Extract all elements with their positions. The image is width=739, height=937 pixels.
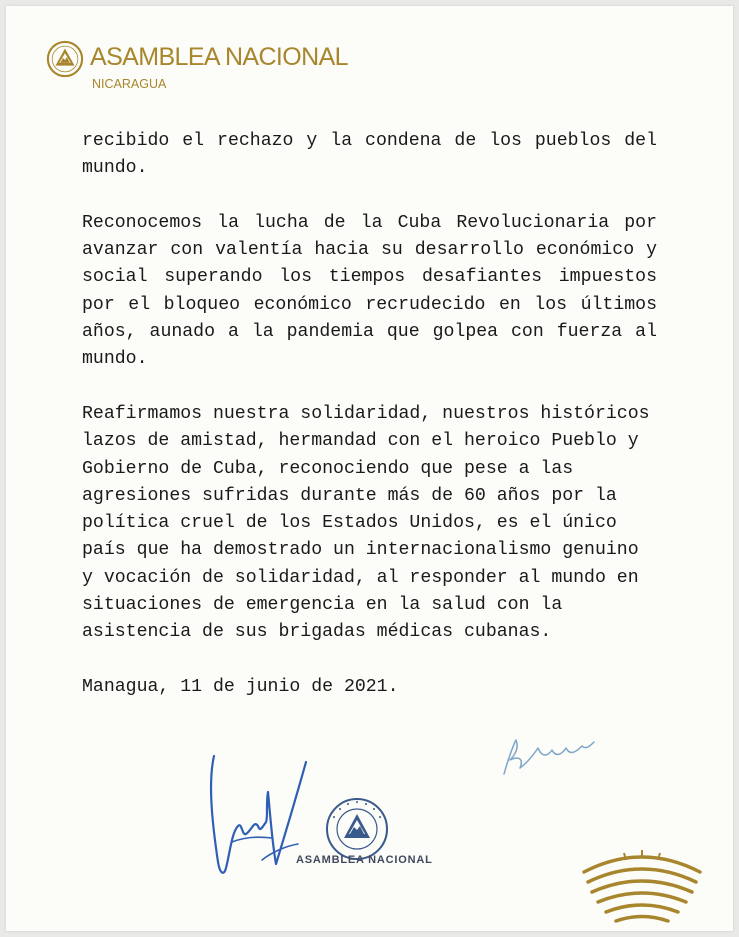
stamp-label: ASAMBLEA NACIONAL: [296, 854, 433, 866]
assembly-fan-logo: [572, 846, 712, 926]
paragraph-3: Reafirmamos nuestra solidaridad, nuestros históricos lazos de amistad, hermandad con el heroico Pueblo y Gobierno de Cuba, reconociendo que pese a las agresiones sufridas durante más de 60 años por la política cruel de los Estados Unidos, es el único país que ha demostrado un internacionalismo genuino y vocación de solidaridad, al responder al mundo en situaciones de emergencia en la salud con la asistencia de sus brigadas médicas cubanas.: [82, 403, 650, 643]
national-seal-icon: [46, 40, 84, 78]
official-stamp-icon: [324, 796, 390, 862]
organization-name: ASAMBLEA NACIONAL: [90, 43, 348, 71]
paragraph-2: Reconocemos la lucha de la Cuba Revolucionaria por avanzar con valentía hacia su desarrollo económico y social superando los tiempos desafiantes impuestos por el bloqueo económico recrudecido en los últimos años, aunado a la pandemia que golpea con fuerza al mundo.: [82, 212, 657, 370]
organization-country: NICARAGUA: [92, 77, 167, 91]
handwritten-initials: [498, 730, 598, 780]
letter-page: [6, 6, 733, 931]
date-line: Managua, 11 de junio de 2021.: [82, 676, 399, 697]
letter-body: [82, 128, 657, 701]
paragraph-1: recibido el rechazo y la condena de los pueblos del mundo.: [82, 131, 657, 179]
